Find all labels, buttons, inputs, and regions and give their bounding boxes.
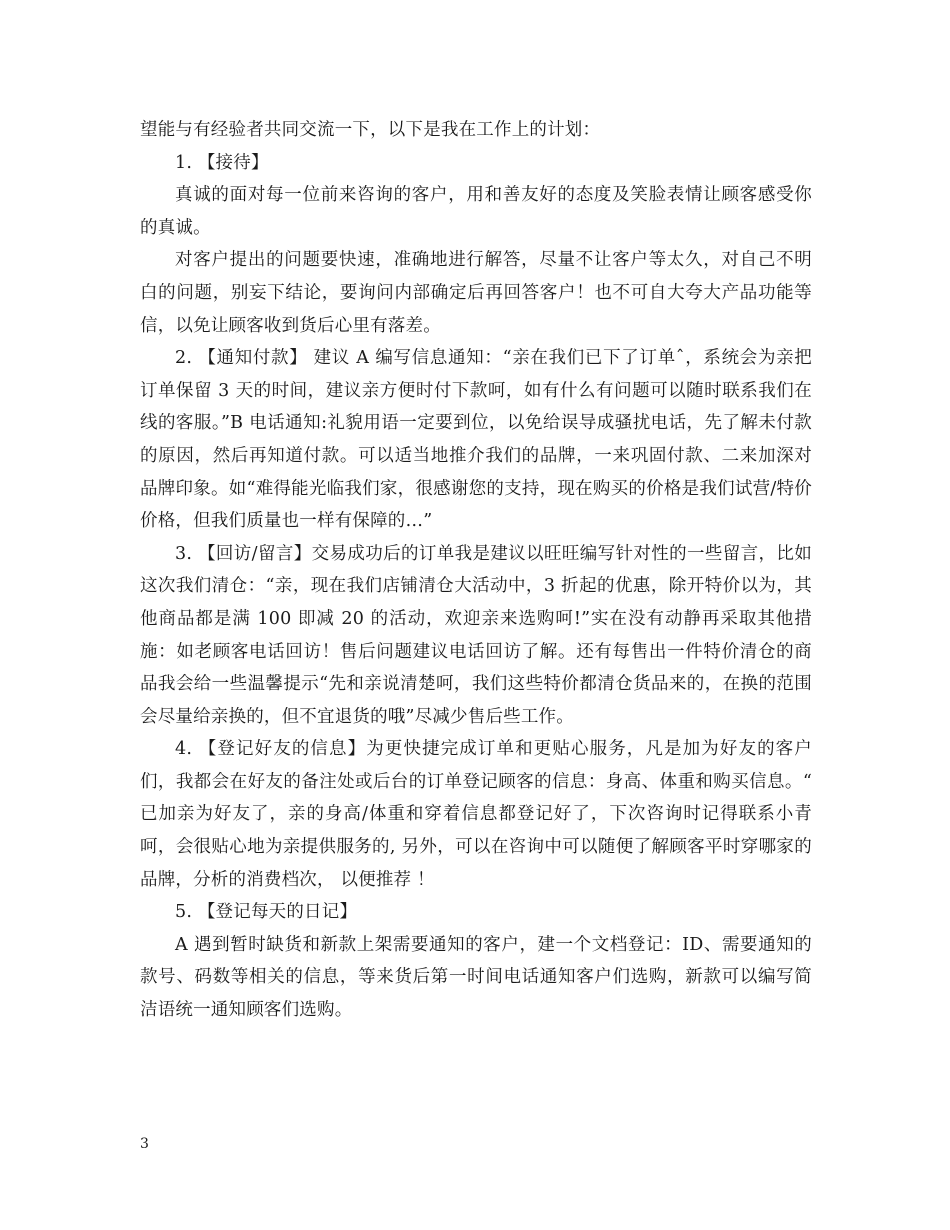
paragraph-intro: 望能与有经验者共同交流一下，以下是我在工作上的计划： (140, 120, 601, 140)
document-body (140, 114, 812, 1027)
section-heading-daily-log: 5. 【登记每天的日记】 (175, 902, 358, 923)
paragraph-reception-answers: 对客户提出的问题要快速，准确地进行解答，尽量不让客户等太久，对自己不明白的问题，别妄下结论，要询问内部确定后再回答客户！也不可自大夸大产品功能等信，以免让顾客收到货后心里有落差。 (140, 250, 812, 336)
section-follow-up-message: 3. 【回访/留言】交易成功后的订单我是建议以旺旺编写针对性的一些留言，比如这次我们清仓：“亲，现在我们店铺清仓大活动中，3 折起的优惠，除开特价以为，其他商品都是满 100 即减 20 的活动，欢迎亲来选购呵!”实在没有动静再采取其他措施：如老顾客电话回访！售后问题建议电话回访了解。还有每售出一件特价清仓的商品我会给一些温馨提示“先和亲说清楚呵，我们这些特价都清仓货品来的，在换的范围会尽量给亲换的，但不宜退货的哦”尽减少售后些工作。 (140, 543, 812, 727)
section-payment-notice: 2. 【通知付款】 建议 A 编写信息通知：“亲在我们已下了订单ˆ，系统会为亲把订单保留 3 天的时间，建议亲方便时付下款呵，如有什么有问题可以随时联系我们在线的客服。”B 电话通知:礼貌用语一定要到位，以免给误导成骚扰电话，先了解未付款的原因，然后再知道付款。可以适当地推介我们的品牌，一来巩固付款、二来加深对品牌印象。如“难得能光临我们家，很感谢您的支持，现在购买的价格是我们试营/特价价格，但我们质量也一样有保障的…” (140, 348, 812, 532)
paragraph-reception-sincerity: 真诚的面对每一位前来咨询的客户，用和善友好的态度及笑脸表情让顾客感受你的真诚。 (140, 185, 812, 238)
page-number: 3 (140, 1136, 149, 1152)
section-heading-reception: 1. 【接待】 (175, 152, 269, 173)
section-register-friend-info: 4. 【登记好友的信息】为更快捷完成订单和更贴心服务，凡是加为好友的客户们，我都会在好友的备注处或后台的订单登记顾客的信息：身高、体重和购买信息。“ 已加亲为好友了，亲的身高/体重和穿着信息都登记好了，下次咨询时记得联系小青呵，会很贴心地为亲提供服务的, 另外，可以在咨询中可以随便了解顾客平时穿哪家的品牌，分析的消费档次， 以便推荐 ！ (140, 739, 812, 890)
paragraph-daily-log-detail: A 遇到暂时缺货和新款上架需要通知的客户，建一个文档登记：ID、需要通知的款号、码数等相关的信息，等来货后第一时间电话通知客户们选购，新款可以编写简洁语统一通知顾客们选购。 (140, 934, 812, 1021)
